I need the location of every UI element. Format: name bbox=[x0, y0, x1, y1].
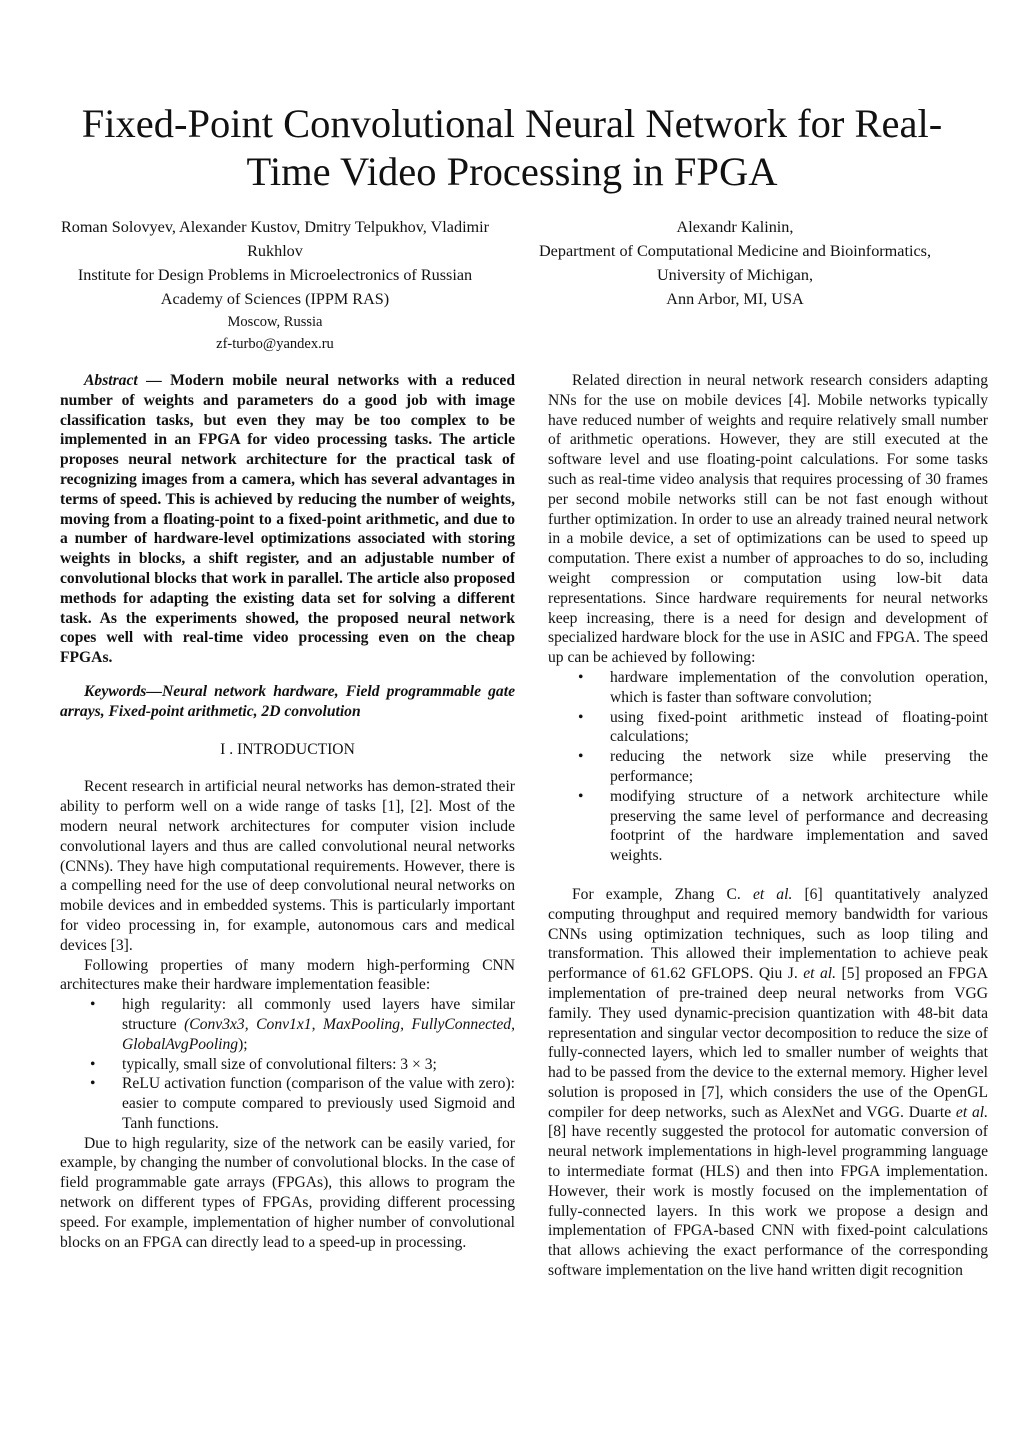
affiliation-right bbox=[500, 215, 970, 311]
list-item: • reducing the network size while preserving the performance; bbox=[548, 747, 988, 787]
author-right: Alexandr Kalinin, bbox=[676, 218, 794, 236]
list-item: • using fixed-point arithmetic instead of floating-point calculations; bbox=[548, 708, 988, 748]
paper-title: Fixed-Point Convolutional Neural Network for Real-Time Video Processing in FPGA bbox=[81, 101, 943, 194]
intro-bullet-list bbox=[60, 995, 515, 1134]
department-right: Department of Computational Medicine and Bioinformatics, bbox=[538, 242, 931, 260]
abstract-text: Modern mobile neural networks with a reduced number of weights and parameters do a good job with image classification tasks, but even they may be too complex to be implemented in an FPGA for video processing tasks. The article proposes neural network architecture for the practical task of recognizing images from a camera, which has several advantages in terms of speed. This is achieved by reducing the number of weights, moving from a floating-point to a fixed-point arithmetic, and due to a number of hardware-level optimizations associated with storing weights in blocks, a shift register, and an adjustable number of convolutional blocks that work in parallel. The article also proposed methods for adapting the existing data set for solving a different task. As the experiments showed, the proposed neural network copes well with real-time video processing even on the cheap FPGAs. bbox=[60, 372, 515, 667]
list-item: • typically, small size of convolutional filters: 3 × 3; bbox=[60, 1055, 515, 1075]
university-right: University of Michigan, bbox=[656, 266, 813, 284]
institute-left: Institute for Design Problems in Microelectronics of Russian Academy of Sciences (IPPM RAS) bbox=[77, 266, 473, 308]
speedup-bullet-list bbox=[548, 668, 988, 866]
right-paragraph-2: For example, Zhang C. et al. [6] quantitatively analyzed computing throughput and required memory bandwidth for various CNNs using optimization techniques, such as loop tiling and transformation. This allowed their implementation to achieve peak performance of 61.62 GFLOPS. Qiu J. et al. [5] proposed an FPGA implementation of pre-trained deep neural networks from VGG family. They used dynamic-precision quantization with 48-bit data representation and singular vector decomposition to reduce the size of fully-connected layers, which led to smaller number of weights that had to be passed from the device to the external memory. Higher level solution is proposed in [7], which considers the use of the OpenGL compiler for deep networks, such as AlexNet and VGG. Duarte et al. [8] have recently suggested the protocol for automatic conversion of neural network implementations in high-level programming language to intermediate format (HLS) and then into FPGA implementation. However, their work is mostly focused on the implementation of fully-connected layers. In this work we propose a design and implementation of FPGA-based CNN with fixed-point calculations that allows achieving the exact performance of the corresponding software implementation on the live hand written digit recognition bbox=[548, 885, 988, 1280]
intro-paragraph-2: Following properties of many modern high-performing CNN architectures make their hardware implementation feasible: bbox=[60, 956, 515, 994]
right-column bbox=[548, 371, 988, 1281]
abstract-dash: — bbox=[137, 372, 171, 389]
authors-left: Roman Solovyev, Alexander Kustov, Dmitry Telpukhov, Vladimir Rukhlov bbox=[60, 218, 490, 260]
section-heading-introduction: I . INTRODUCTION bbox=[220, 740, 355, 758]
right-paragraph-1: Related direction in neural network research considers adapting NNs for the use on mobile devices [4]. Mobile networks typically have reduced number of weights and require relatively small number of arithmetic operations. However, they are still executed at the software level and use floating-point calculations. For some tasks such as real-time video analysis that requires processing of 30 frames per second mobile networks still can be not fast enough without further optimization. In order to use an already trained neural network in a mobile device, a set of optimizations can be used to speed up computation. There exist a number of approaches to do so, including weight compression or computation using low-bit data representations. Since hardware requirements for neural networks keep increasing, there is a need for design and development of specialized hardware block for the use in ASIC and FPGA. The speed up can be achieved by following: bbox=[548, 372, 988, 667]
intro-paragraph-3: Due to high regularity, size of the network can be easily varied, for example, by changing the number of convolutional blocks. In the case of field programmable gate arrays (FPGAs), this allows to program the network on different types of FPGAs, providing different processing speed. For example, implementation of higher number of convolutional blocks on an FPGA can directly lead to a speed-up in processing. bbox=[60, 1134, 515, 1251]
abstract bbox=[60, 371, 515, 668]
left-column bbox=[60, 371, 515, 1252]
list-item: • ReLU activation function (comparison of the value with zero): easier to compute compared to previously used Sigmoid and Tanh functions. bbox=[60, 1074, 515, 1133]
abstract-label: Abstract bbox=[84, 372, 138, 389]
email-left: zf-turbo@yandex.ru bbox=[216, 336, 334, 352]
intro-paragraph-1: Recent research in artificial neural networks has demon-strated their ability to perform well on a wide range of tasks [1], [2]. Most of the modern neural network architectures for computer vision include convolutional layers and thus are called convolutional neural networks (CNNs). They have high computational requirements. However, there is a compelling need for the use of deep convolutional neural networks on mobile devices and in embedded systems. This is particularly important for video processing in, for example, autonomous cars and medical devices [3]. bbox=[60, 778, 515, 954]
list-item: • modifying structure of a network architecture while preserving the same level of performance and decreasing footprint of the hardware implementation and saved weights. bbox=[548, 787, 988, 866]
keywords: Keywords—Neural network hardware, Field programmable gate arrays, Fixed-point arithmetic, 2D convolution bbox=[60, 682, 515, 720]
list-item: • high regularity: all commonly used layers have similar structure (Conv3x3, Conv1x1, MaxPooling, FullyConnected, GlobalAvgPooling); bbox=[60, 995, 515, 1054]
city-right: Ann Arbor, MI, USA bbox=[666, 290, 804, 308]
list-item: • hardware implementation of the convolution operation, which is faster than software convolution; bbox=[548, 668, 988, 708]
city-left: Moscow, Russia bbox=[227, 314, 323, 330]
affiliation-left bbox=[60, 215, 490, 355]
